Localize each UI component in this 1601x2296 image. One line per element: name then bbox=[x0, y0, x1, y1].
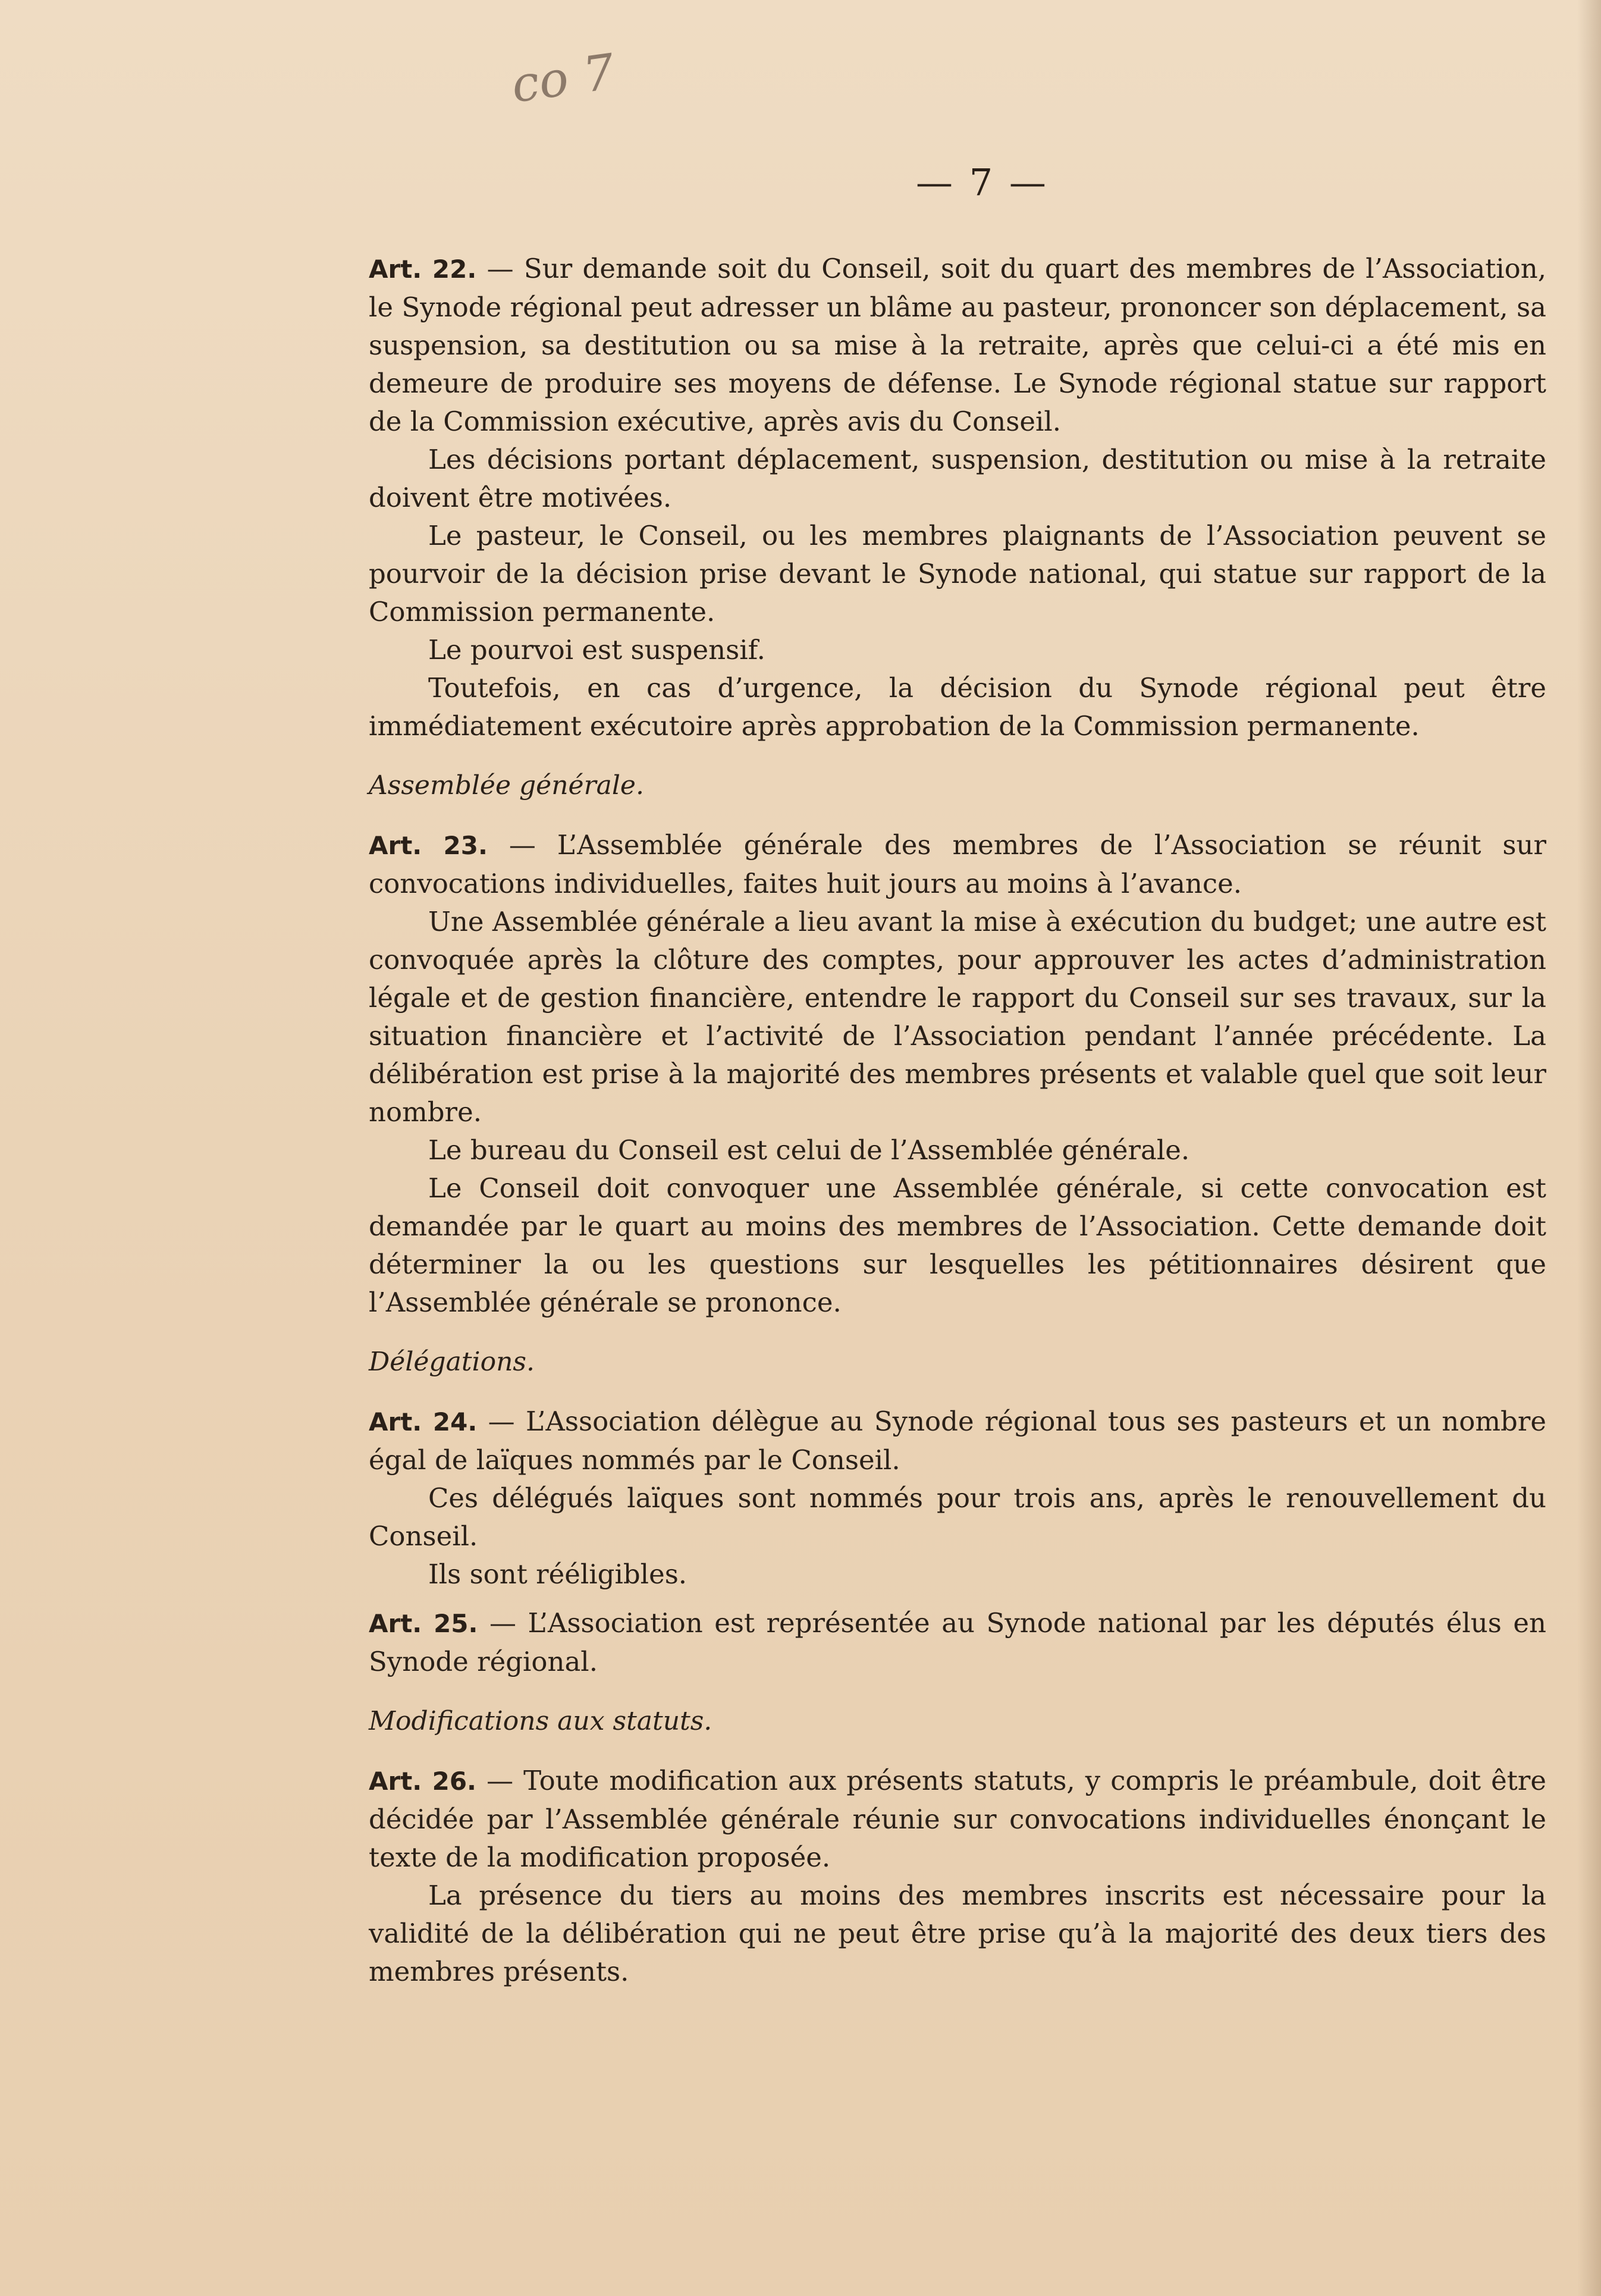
article-25 bbox=[369, 1604, 1546, 1681]
article-paragraph: Les décisions portant déplacement, suspension, destitution ou mise à la retraite doivent être motivées. bbox=[369, 444, 1546, 513]
section-heading: Modifications aux statuts. bbox=[369, 1706, 712, 1736]
article-paragraph: Toutefois, en cas d’urgence, la décision du Synode régional peut être immédiatement exécutoire après approbation de la Commission permanente. bbox=[369, 672, 1546, 742]
article-label: Art. 22. bbox=[369, 255, 477, 284]
article-paragraph: Le Conseil doit convoquer une Assemblée générale, si cette convocation est demandée par le quart au moins des membres de l’Association. Cette demande doit déterminer la ou les questions sur lesquelles les pétitionnaires désirent que l’Assemblée générale se prononce. bbox=[369, 1172, 1546, 1318]
article-paragraph: Le pasteur, le Conseil, ou les membres plaignants de l’Association peuvent se pourvoir de la décision prise devant le Synode national, qui statue sur rapport de la Commission permanente. bbox=[369, 520, 1546, 628]
article-label: Art. 25. bbox=[369, 1609, 478, 1638]
article-label: Art. 26. bbox=[369, 1767, 477, 1796]
page-edge bbox=[1577, 0, 1601, 2296]
article-paragraph: Ces délégués laïques sont nommés pour trois ans, après le renouvellement du Conseil. bbox=[369, 1482, 1546, 1552]
article-paragraph bbox=[369, 826, 1546, 903]
article-paragraph: Le pourvoi est suspensif. bbox=[428, 634, 765, 666]
handwritten-note: co 7 bbox=[508, 43, 619, 114]
article-paragraph: Ils sont rééligibles. bbox=[428, 1558, 688, 1590]
article-24 bbox=[369, 1403, 1546, 1594]
article-22 bbox=[369, 250, 1546, 745]
article-text: — L’Association délègue au Synode régional tous ses pasteurs et un nombre égal de laïques nommés par le Conseil. bbox=[369, 1406, 1546, 1476]
section-heading: Délégations. bbox=[369, 1347, 535, 1377]
article-text: — Toute modification aux présents statuts, y compris le préambule, doit être décidée par l’Assemblée générale réunie sur convocations individuelles énonçant le texte de la modification proposée. bbox=[369, 1765, 1546, 1873]
article-paragraph bbox=[369, 1604, 1546, 1681]
article-paragraph: Le bureau du Conseil est celui de l’Assemblée générale. bbox=[428, 1134, 1190, 1166]
article-paragraph bbox=[369, 250, 1546, 441]
article-paragraph bbox=[369, 1403, 1546, 1479]
article-text: — L’Association est représentée au Synode national par les députés élus en Synode régional. bbox=[369, 1607, 1546, 1677]
page-number: — 7 — bbox=[916, 161, 1049, 204]
article-23 bbox=[369, 826, 1546, 1322]
article-label: Art. 23. bbox=[369, 831, 488, 860]
article-paragraph: Une Assemblée générale a lieu avant la mise à exécution du budget; une autre est convoquée après la clôture des comptes, pour approuver les actes d’administration légale et de gestion financière, entendre le rapport du Conseil sur ses travaux, sur la situation financière et l’activité de l’Association pendant l’année précédente. La délibération est prise à la majorité des membres présents et valable quel que soit leur nombre. bbox=[369, 906, 1546, 1128]
article-text: — L’Assemblée générale des membres de l’Association se réunit sur convocations individuelles, faites huit jours au moins à l’avance. bbox=[369, 829, 1546, 899]
article-text: — Sur demande soit du Conseil, soit du quart des membres de l’Association, le Synode régional peut adresser un blâme au pasteur, prononcer son déplacement, sa suspension, sa destitution ou sa mise à la retraite, après que celui-ci a été mis en demeure de produire ses moyens de défense. Le Synode régional statue sur rapport de la Commission exécutive, après avis du Conseil. bbox=[369, 253, 1546, 437]
article-26 bbox=[369, 1762, 1546, 1991]
article-paragraph bbox=[369, 1762, 1546, 1877]
body-text bbox=[369, 250, 1546, 1991]
section-heading: Assemblée générale. bbox=[369, 770, 644, 801]
article-paragraph: La présence du tiers au moins des membres inscrits est nécessaire pour la validité de la délibération qui ne peut être prise qu’à la majorité des deux tiers des membres présents. bbox=[369, 1880, 1546, 1987]
article-label: Art. 24. bbox=[369, 1407, 478, 1436]
